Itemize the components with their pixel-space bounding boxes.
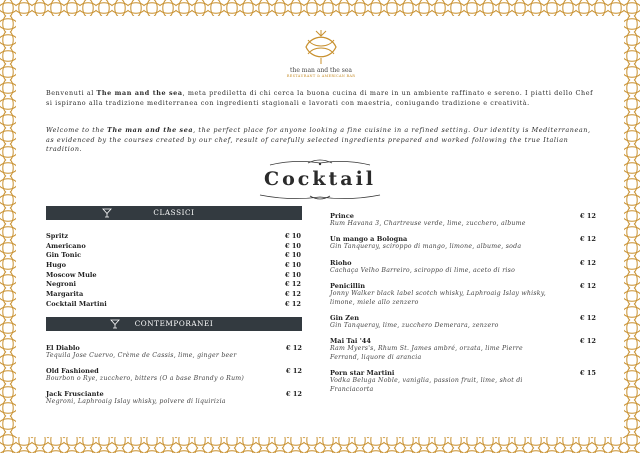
drink-price: € 12 [579, 314, 596, 323]
list-item [330, 259, 596, 275]
drink-price: € 12 [579, 235, 596, 244]
section-label-classici: CLASSICI [153, 208, 195, 217]
drink-name: Spritz [46, 232, 69, 240]
list-item [46, 251, 302, 261]
list-item [330, 212, 596, 228]
drink-name: Negroni [46, 280, 77, 289]
intro-it-brand: The man and the sea [96, 89, 183, 97]
drink-price: € 12 [285, 366, 302, 375]
drink-name: Prince [330, 212, 354, 220]
list-item [330, 282, 596, 307]
drink-description: Vodka Beluga Noble, vaniglia, passion fruit, lime, shot di Franciacorta [330, 377, 523, 393]
drink-name: Cocktail Martini [46, 299, 107, 308]
list-item [46, 367, 302, 383]
drink-name: Jack Frusciante [46, 390, 104, 399]
drink-price: € 12 [579, 212, 596, 220]
brand-subtitle: RESTAURANT & AMERICAN BAR [286, 74, 356, 78]
page-title-block [250, 156, 390, 196]
drink-name: Old Fashioned [46, 366, 99, 375]
intro-en-brand: The man and the sea [107, 126, 194, 134]
page-title: Cocktail [263, 168, 377, 190]
list-item [46, 280, 302, 290]
drink-price: € 12 [284, 290, 301, 299]
drink-description: Rum Havana 3, Chartreuse verde, lime, zucchero, albume [330, 220, 526, 227]
drink-name: Penicillin [330, 282, 366, 291]
drink-description: Jonny Walker black label scotch whisky, Laphroaig Islay whisky, limone, miele allo zenzero [330, 290, 546, 306]
drink-name: Hugo [46, 261, 67, 270]
drink-name: Mai Tai '44 [330, 337, 371, 346]
brand-name: the man and the sea [290, 67, 352, 74]
drink-price: € 10 [284, 270, 301, 279]
ornament-bottom-icon [250, 192, 390, 202]
drink-price: € 15 [579, 369, 596, 378]
section-header-classici [46, 206, 302, 220]
menu-left-column [46, 206, 302, 414]
list-item [46, 242, 302, 252]
list-item [46, 390, 302, 406]
drink-name: Gin Tonic [46, 251, 82, 260]
drink-name: Un mango a Bologna [330, 235, 408, 244]
drink-name: El Diablo [46, 343, 80, 352]
drink-description: Negroni, Laphroaig Islay whisky, polvere di liquirizia [46, 398, 226, 406]
drink-price: € 10 [284, 261, 301, 270]
intro-english [46, 126, 598, 155]
list-item [330, 337, 596, 362]
intro-en-prefix: Welcome to the [46, 126, 108, 134]
drink-price: € 10 [284, 232, 301, 240]
list-item [330, 235, 596, 251]
drink-price: € 12 [285, 390, 302, 399]
menu-right-column [330, 212, 596, 401]
list-item [46, 271, 302, 281]
list-item [46, 261, 302, 271]
drink-name: Gin Zen [330, 314, 360, 323]
cocktail-glass-icon [102, 208, 112, 218]
list-item [46, 290, 302, 300]
intro-it-body: , meta prediletta di chi cerca la buona cucina di mare in un ambiente raffinato e sereno. I piatti dello Chef si ispirano alla tradizione mediterranea con ingredienti stagionali e lavorati con maestria, coniugando tradizione e creatività. [46, 89, 594, 107]
fish-logo-icon [304, 28, 338, 66]
intro-italian [46, 89, 598, 108]
drink-price: € 10 [284, 241, 301, 250]
list-item [46, 344, 302, 360]
drink-name: Americano [46, 241, 86, 250]
drink-price: € 12 [284, 280, 301, 289]
drink-price: € 12 [579, 258, 596, 267]
ornament-top-icon [250, 158, 390, 168]
intro-en-body: , the perfect place for anyone looking a fine cuisine in a refined setting. Our identity is Mediterranean, as evidenced by the courses created by our chef, result of carefully selected ingredients prepared and worked following the true Italian tradition. [46, 126, 591, 154]
drink-price: € 12 [579, 282, 596, 291]
drink-name: Rioho [330, 258, 352, 267]
list-item [330, 314, 596, 330]
drink-description: Gin Tanqueray, lime, zucchero Demerara, zenzero [330, 322, 499, 330]
drink-description: Cachaça Velho Barreiro, sciroppo di lime, aceto di riso [330, 266, 516, 274]
contemporanei-list [46, 331, 302, 407]
drink-description: Gin Tanqueray, sciroppo di mango, limone, albume, soda [330, 243, 522, 251]
section-label-contemporanei: CONTEMPORANEI [134, 318, 214, 328]
drink-price: € 12 [285, 343, 302, 352]
drink-name: Porn star Martini [330, 369, 395, 378]
drink-description: Tequila Jose Cuervo, Crème de Cassis, lime, ginger beer [46, 351, 237, 359]
intro-it-prefix: Benvenuti al [46, 89, 97, 97]
brand-logo [286, 28, 356, 78]
drink-name: Moscow Mule [46, 270, 97, 279]
cocktail-glass-icon [110, 319, 120, 329]
list-item [46, 232, 302, 242]
list-item [46, 300, 302, 310]
classici-list [46, 220, 302, 310]
drink-price: € 12 [579, 337, 596, 346]
drink-description: Ram Myers's, Rhum St. James ambré, orzata, lime Pierre Ferrand, liquore di arancia [330, 345, 523, 361]
drink-price: € 10 [284, 251, 301, 260]
drink-name: Margarita [46, 290, 84, 299]
drink-price: € 12 [284, 299, 301, 308]
drink-description: Bourbon o Rye, zucchero, bitters (O a base Brandy o Rum) [46, 374, 245, 382]
section-header-contemporanei [46, 317, 302, 331]
list-item [330, 369, 596, 394]
